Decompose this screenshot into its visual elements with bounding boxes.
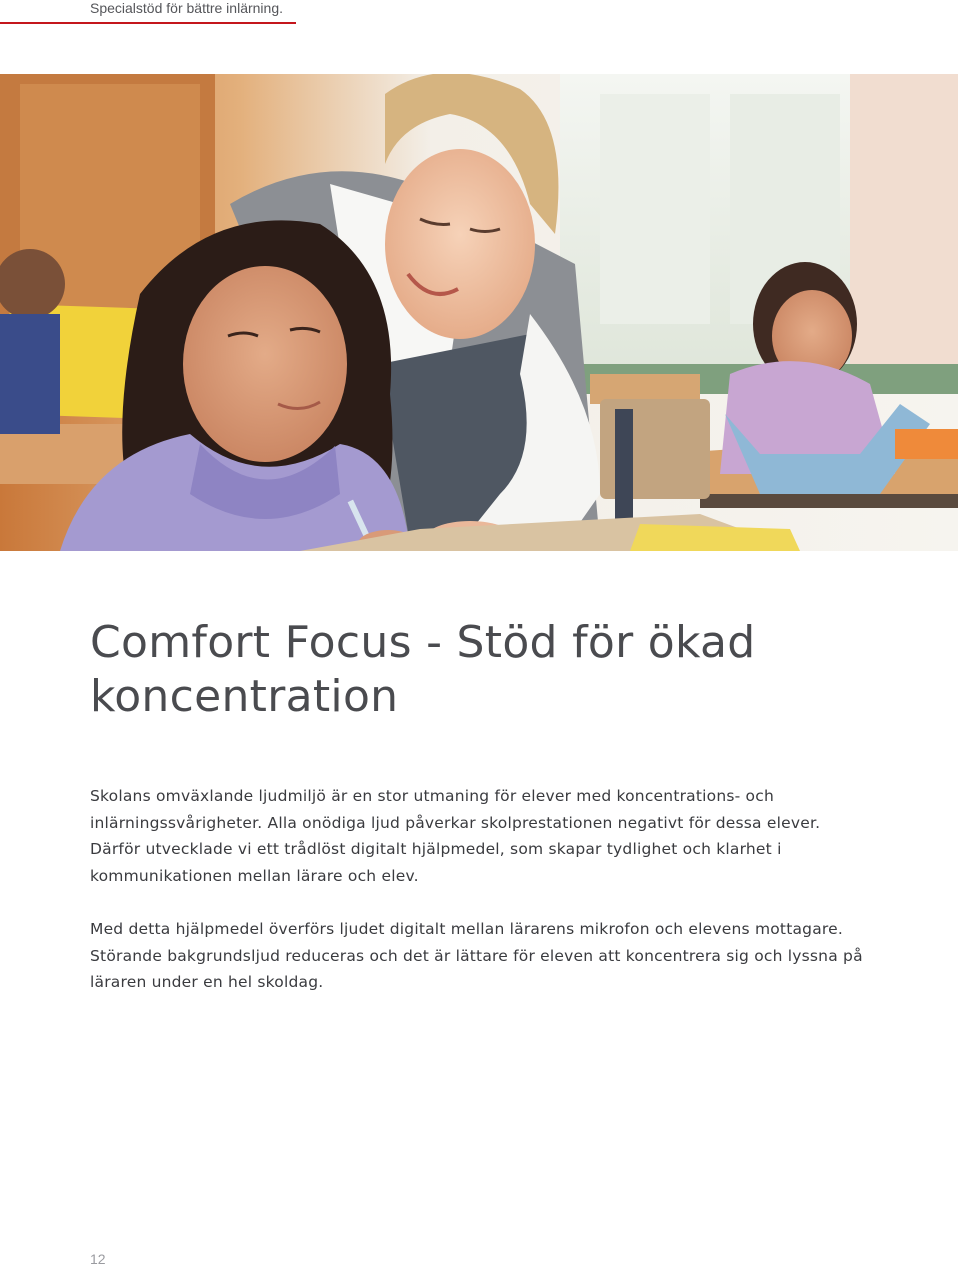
- article-title: [90, 616, 890, 724]
- paragraph: Skolans omväxlande ljudmiljö är en stor utmaning för elever med koncentrations- och inlärningssvårigheter. Alla onödiga ljud påverkar skolprestationen negativt för dessa elever. Därför utvecklade vi ett trådlöst digitalt hjälpmedel, som skapar tydlighet och klarhet i kommunikationen mellan lärare och elev.: [90, 787, 821, 885]
- running-header: Specialstöd för bättre inlärning.: [90, 0, 283, 16]
- classroom-photo-illustration: [0, 74, 958, 551]
- article-body: [90, 783, 870, 1023]
- hero-photo: [0, 74, 958, 551]
- header-rule: [0, 22, 296, 24]
- paragraph: Med detta hjälpmedel överförs ljudet digitalt mellan lärarens mikrofon och elevens mottagare. Störande bakgrundsljud reduceras och det är lättare för eleven att koncentrera sig och lyssna på läraren under en hel skoldag.: [90, 920, 863, 991]
- article-title-line1: Comfort Focus - Stöd för ökad: [90, 617, 756, 668]
- article-title-line2: koncentration: [90, 671, 399, 722]
- page-number: 12: [90, 1251, 106, 1267]
